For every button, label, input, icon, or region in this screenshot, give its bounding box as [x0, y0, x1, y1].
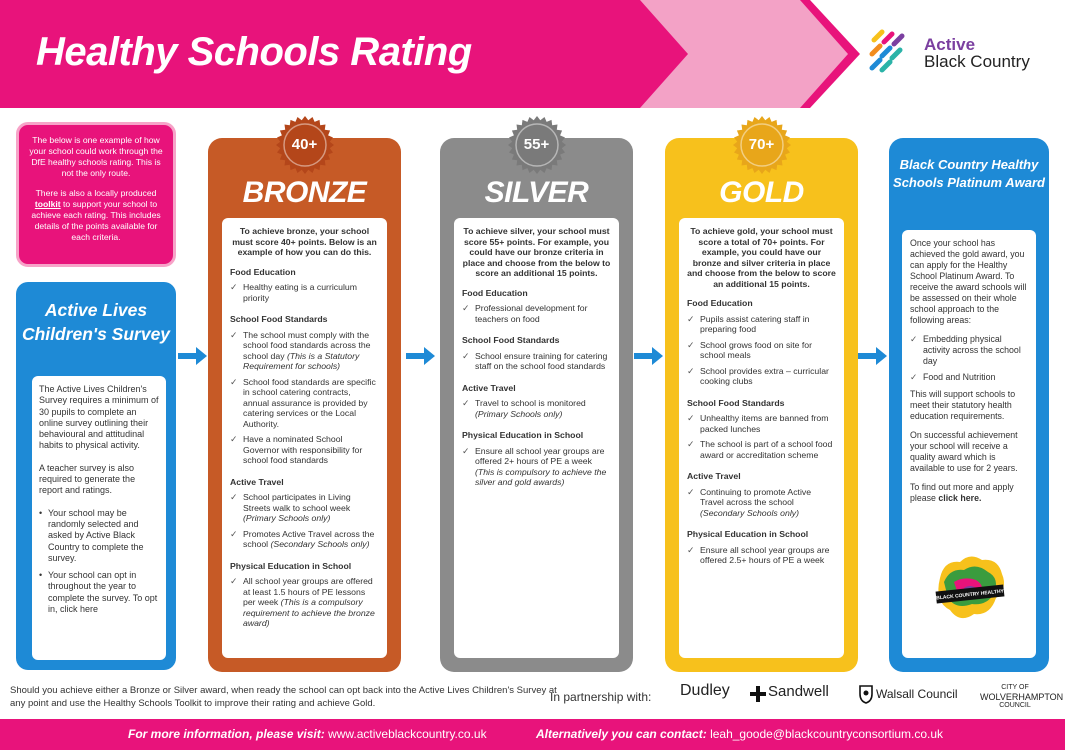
platinum-p4-text: To find out more and apply please	[910, 482, 1014, 503]
section-title: Food Education	[462, 287, 528, 298]
list-item: ✓ All school year groups are offered at least 1.5 hours of PE lessons per week (This is a compulsory requirement to achieve the bronze award)	[230, 576, 379, 629]
bronze-heading: BRONZE	[242, 176, 367, 209]
silver-column	[440, 138, 633, 672]
walsall-crest-icon	[858, 684, 874, 704]
section-title: Active Travel	[230, 476, 284, 487]
criteria-list	[687, 545, 836, 566]
sandwell-mark-icon	[750, 686, 766, 702]
footer-info	[128, 727, 487, 741]
section-title: Physical Education in School	[230, 560, 352, 571]
intro-toolkit-text	[29, 188, 163, 243]
arrow-right-icon	[178, 346, 208, 366]
list-item: ✓ Have a nominated School Governor with responsibility for school food standards	[230, 434, 379, 466]
intro-box	[16, 122, 176, 267]
active-lives-title: Active Lives Children's Survey	[21, 300, 171, 344]
active-lives-p1: The Active Lives Children's Survey requires a minimum of 30 pupils to complete an online survey outlining their behavioural and attitudinal habits to physical activity.	[39, 384, 159, 451]
list-item: ✓ Ensure all school year groups are offered 2+ hours of PE a week (This is compulsory to achieve the silver and gold awards)	[462, 446, 611, 488]
intro-text: The below is one example of how your school could work through the DfE healthy schools rating. This is not the only route.	[29, 135, 163, 178]
gold-points-badge	[733, 116, 791, 174]
arrow-right-icon	[406, 346, 436, 366]
criteria-list	[462, 303, 611, 324]
active-lives-body	[32, 376, 166, 660]
section-title: School Food Standards	[462, 335, 560, 345]
gold-column	[665, 138, 858, 672]
list-item: ✓ The school is part of a school food award or accreditation scheme	[687, 439, 836, 460]
section-title: Active Travel	[687, 471, 741, 481]
website-link[interactable]: www.activeblackcountry.co.uk	[328, 727, 487, 741]
criteria-list	[462, 446, 611, 488]
silver-points-badge	[508, 116, 566, 174]
section-title: School Food Standards	[230, 314, 328, 324]
silver-points-label: 55+	[523, 136, 550, 153]
list-item: ✓ Embedding physical activity across the school day	[910, 334, 1028, 367]
silver-criteria	[454, 218, 619, 658]
criteria-list	[462, 351, 611, 372]
platinum-list	[910, 334, 1028, 383]
intro-toolkit-pre: There is also a locally produced	[35, 188, 157, 198]
bronze-points-badge	[276, 116, 334, 174]
gold-points-label: 70+	[748, 136, 775, 153]
list-item: ✓ School food standards are specific in school catering contracts, annual assurance is provided by catering services or the Local Authority.	[230, 377, 379, 430]
platinum-p4	[910, 482, 1028, 504]
bronze-intro-text: To achieve bronze, your school must score 40+ points. Below is an example of how you can do this.	[232, 226, 377, 257]
gold-heading: GOLD	[719, 176, 804, 209]
wolves-line-3: COUNCIL	[999, 702, 1031, 709]
list-item: • Your school may be randomly selected and asked by Active Black Country to complete the survey.	[39, 508, 159, 564]
platinum-title: Black Country Healthy Schools Platinum Award	[893, 157, 1045, 190]
arrow-right-icon	[858, 346, 888, 366]
toolkit-link[interactable]: toolkit	[34, 199, 61, 209]
list-item: ✓ Unhealthy items are banned from packed lunches	[687, 413, 836, 434]
criteria-list	[687, 487, 836, 519]
criteria-list	[230, 576, 379, 629]
platinum-apply-link[interactable]: click here.	[938, 493, 982, 503]
platinum-p1: Once your school has achieved the gold award, you can apply for the Healthy School Platinum Award. To receive the award schools will be assessed on their whole school approach to the following areas:	[910, 238, 1027, 325]
list-item: ✓ School provides extra – curricular cooking clubs	[687, 366, 836, 387]
criteria-list	[230, 282, 379, 303]
list-item: ✓ Travel to school is monitored (Primary Schools only)	[462, 398, 611, 419]
list-item: ✓ Continuing to promote Active Travel across the school (Secondary Schools only)	[687, 487, 836, 519]
platinum-column	[889, 138, 1049, 672]
footer-contact	[536, 727, 943, 741]
platinum-p3: On successful achievement your school will receive a quality award which is available to use for 2 years.	[910, 430, 1018, 473]
active-lives-column	[16, 282, 176, 670]
list-item: ✓ School grows food on site for school meals	[687, 340, 836, 361]
svg-text:BLACK COUNTRY HEALTHY: BLACK COUNTRY HEALTHY	[935, 588, 1005, 602]
dudley-logo: Dudley	[680, 682, 730, 699]
silver-heading: SILVER	[484, 176, 589, 209]
bronze-points-label: 40+	[291, 136, 318, 153]
partner-logos	[680, 682, 1065, 712]
active-lives-list	[39, 508, 159, 616]
section-title: School Food Standards	[687, 397, 785, 408]
bronze-criteria	[222, 218, 387, 658]
gold-intro-text: To achieve gold, your school must score a total of 70+ points. For example, you could have our bronze and silver criteria in place and choose from the below to score an additional 15 points.	[687, 226, 836, 289]
wolves-line-1: CITY OF	[1001, 684, 1029, 691]
intro-toolkit-post: to support your school to achieve each rating. This includes details of the points available for each criteria.	[31, 199, 161, 242]
arrow-right-icon	[634, 346, 664, 366]
list-item: ✓ Pupils assist catering staff in preparing food	[687, 314, 836, 335]
section-title: Physical Education in School	[687, 529, 809, 539]
section-title: Physical Education in School	[462, 430, 584, 440]
list-item: ✓ Promotes Active Travel across the school (Secondary Schools only)	[230, 529, 379, 550]
footer-bar	[0, 719, 1065, 750]
criteria-list	[687, 413, 836, 460]
active-lives-p2: A teacher survey is also required to generate the report and ratings.	[39, 462, 136, 496]
gold-criteria	[679, 218, 844, 658]
list-item: ✓ The school must comply with the school food standards across the school day (This is a Statutory Requirement for schools)	[230, 330, 379, 372]
footer-contact-label: Alternatively you can contact:	[536, 727, 707, 741]
logo-mark-icon	[868, 28, 920, 78]
list-item: ✓ Food and Nutrition	[910, 372, 1028, 383]
footer-note: Should you achieve either a Bronze or Silver award, when ready the school can opt back into the Active Lives Children's Survey at any point and use the Healthy Schools Toolkit to improve their rating and achieve Gold.	[10, 685, 557, 709]
list-item[interactable]: • Your school can opt in throughout the year to complete the survey. To opt in, click here	[39, 570, 159, 615]
criteria-list	[230, 492, 379, 550]
footer-info-label: For more information, please visit:	[128, 727, 325, 741]
partners-label: In partnership with:	[550, 690, 652, 704]
wolves-line-2: WOLVERHAMPTON	[980, 692, 1064, 702]
platinum-award-emblem-icon	[930, 548, 1010, 628]
list-item: ✓ Professional development for teachers on food	[462, 303, 611, 324]
list-item: ✓ Ensure all school year groups are offered 2.5+ hours of PE a week	[687, 545, 836, 566]
walsall-logo: Walsall Council	[876, 687, 958, 701]
page-title: Healthy Schools Rating	[36, 30, 472, 74]
logo-text-active: Active	[924, 35, 976, 54]
platinum-p2: This will support schools to meet their statutory health education requirements.	[910, 389, 1016, 421]
platinum-body	[902, 230, 1036, 658]
section-title: Food Education	[230, 266, 296, 277]
criteria-list	[230, 330, 379, 466]
list-item: ✓ School ensure training for catering staff on the school food standards	[462, 351, 611, 372]
active-black-country-logo[interactable]	[868, 28, 1048, 78]
list-item: ✓ Healthy eating is a curriculum priority	[230, 282, 379, 303]
sandwell-logo: Sandwell	[768, 683, 829, 700]
header-banner	[0, 0, 1065, 108]
silver-intro-text: To achieve silver, your school must score 55+ points. For example, you could have our bronze criteria in place and choose from the below to score an additional 15 points.	[462, 226, 611, 278]
section-title: Food Education	[687, 298, 753, 308]
logo-text-black-country: Black Country	[924, 52, 1030, 71]
wolverhampton-logo	[980, 684, 1064, 710]
bronze-column	[208, 138, 401, 672]
list-item: ✓ School participates in Living Streets walk to school week (Primary Schools only)	[230, 492, 379, 524]
section-title: Active Travel	[462, 382, 516, 393]
criteria-list	[687, 314, 836, 387]
criteria-list	[462, 398, 611, 419]
contact-email-link[interactable]: leah_goode@blackcountryconsortium.co.uk	[710, 727, 944, 741]
